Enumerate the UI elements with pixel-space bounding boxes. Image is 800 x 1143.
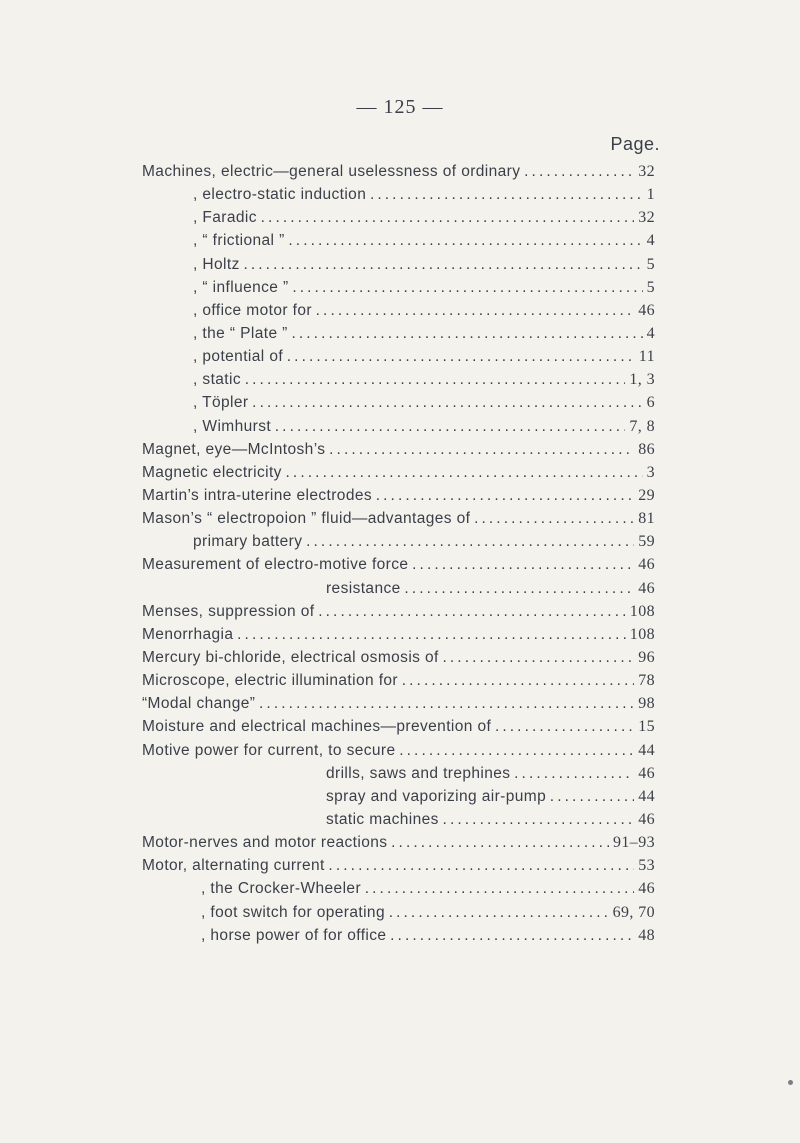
entry-pages: 4 — [643, 229, 655, 252]
entry-pages: 81 — [634, 507, 655, 530]
entry-pages: 46 — [634, 299, 655, 322]
entry-pages: 59 — [634, 530, 655, 553]
entry-text: Menorrhagia . . . — [142, 623, 654, 646]
entry-text: primary battery . . . — [193, 530, 654, 553]
index-list — [0, 160, 800, 947]
print-speck — [788, 1080, 793, 1085]
entry-pages: 46 — [634, 808, 655, 831]
entry-text: Magnetic electricity . . . — [142, 461, 654, 484]
index-entry — [0, 854, 800, 877]
index-entry — [0, 877, 800, 900]
entry-pages: 1 — [643, 183, 655, 206]
entry-text: Mason’s “ electropoion ” fluid—advantages of . . . — [142, 507, 654, 530]
entry-pages: 3 — [643, 461, 655, 484]
entry-text: , foot switch for operating . . . — [201, 901, 654, 924]
index-entry — [0, 415, 800, 438]
entry-text: Menses, suppression of . . . — [142, 600, 654, 623]
entry-pages: 98 — [634, 692, 655, 715]
entry-text: , Töpler . . . — [193, 391, 654, 414]
entry-text: , “ frictional ” . . . — [193, 229, 654, 252]
entry-pages: 108 — [626, 623, 655, 646]
entry-pages: 7, 8 — [625, 415, 655, 438]
entry-text: , office motor for . . . — [193, 299, 654, 322]
index-entry — [0, 276, 800, 299]
entry-pages: 5 — [643, 276, 655, 299]
index-entry — [0, 461, 800, 484]
entry-text: Motive power for current, to secure . . . — [142, 739, 654, 762]
entry-text: Motor, alternating current . . . — [142, 854, 654, 877]
entry-text: , “ influence ” . . . — [193, 276, 654, 299]
entry-pages: 53 — [634, 854, 655, 877]
index-entry — [0, 785, 800, 808]
index-entry — [0, 808, 800, 831]
entry-pages: 32 — [634, 206, 655, 229]
index-entry — [0, 715, 800, 738]
entry-pages: 78 — [634, 669, 655, 692]
index-entry — [0, 183, 800, 206]
entry-text: drills, saws and trephines . . . — [326, 762, 654, 785]
entry-text: , horse power of for office . . . — [201, 924, 654, 947]
entry-pages: 15 — [634, 715, 655, 738]
entry-text: Measurement of electro-motive force . . . — [142, 553, 654, 576]
entry-pages: 46 — [634, 577, 655, 600]
index-entry — [0, 391, 800, 414]
entry-text: Motor-nerves and motor reactions . . . — [142, 831, 654, 854]
entry-pages: 91–93 — [609, 831, 655, 854]
entry-text: Magnet, eye—McIntosh’s . . . — [142, 438, 654, 461]
entry-pages: 32 — [634, 160, 655, 183]
entry-text: spray and vaporizing air-pump . . . — [326, 785, 654, 808]
entry-pages: 46 — [634, 877, 655, 900]
entry-text: static machines . . . — [326, 808, 654, 831]
index-entry — [0, 484, 800, 507]
entry-pages: 44 — [634, 739, 655, 762]
index-entry — [0, 322, 800, 345]
entry-text: , Holtz . . . — [193, 253, 654, 276]
index-entry — [0, 762, 800, 785]
entry-text: , static . . . — [193, 368, 654, 391]
index-entry — [0, 669, 800, 692]
entry-text: , potential of . . . — [193, 345, 654, 368]
entry-pages: 6 — [643, 391, 655, 414]
index-entry — [0, 368, 800, 391]
index-entry — [0, 299, 800, 322]
entry-pages: 1, 3 — [625, 368, 655, 391]
entry-text: , Faradic . . . — [193, 206, 654, 229]
entry-text: Moisture and electrical machines—prevention of . . . — [142, 715, 654, 738]
index-entry — [0, 507, 800, 530]
index-entry — [0, 553, 800, 576]
index-entry — [0, 438, 800, 461]
entry-pages: 29 — [634, 484, 655, 507]
index-entry — [0, 600, 800, 623]
page-column-label: Page. — [610, 134, 660, 154]
entry-pages: 46 — [634, 553, 655, 576]
entry-pages: 4 — [643, 322, 655, 345]
entry-pages: 5 — [643, 253, 655, 276]
entry-pages: 48 — [634, 924, 655, 947]
entry-pages: 69, 70 — [609, 901, 655, 924]
index-entry — [0, 739, 800, 762]
index-entry — [0, 229, 800, 252]
index-entry — [0, 160, 800, 183]
entry-text: Martin’s intra-uterine electrodes . . . — [142, 484, 654, 507]
index-entry — [0, 924, 800, 947]
entry-text: Microscope, electric illumination for . . . — [142, 669, 654, 692]
index-entry — [0, 577, 800, 600]
index-entry — [0, 345, 800, 368]
entry-text: Machines, electric—general uselessness of ordinary . . . — [142, 160, 654, 183]
index-entry — [0, 692, 800, 715]
entry-text: resistance . . . — [326, 577, 654, 600]
index-entry — [0, 206, 800, 229]
entry-pages: 44 — [634, 785, 655, 808]
entry-text: “Modal change” . . . — [142, 692, 654, 715]
index-entry — [0, 623, 800, 646]
entry-text: Mercury bi-chloride, electrical osmosis of . . . — [142, 646, 654, 669]
index-entry — [0, 831, 800, 854]
entry-pages: 108 — [626, 600, 655, 623]
entry-text: , Wimhurst . . . — [193, 415, 654, 438]
index-entry — [0, 530, 800, 553]
page-number: — 125 — — [356, 96, 444, 118]
entry-pages: 46 — [634, 762, 655, 785]
index-entry — [0, 901, 800, 924]
entry-text: , the “ Plate ” . . . — [193, 322, 654, 345]
entry-pages: 11 — [635, 345, 655, 368]
entry-text: , electro-static induction . . . — [193, 183, 654, 206]
entry-text: , the Crocker-Wheeler . . . — [201, 877, 654, 900]
entry-pages: 86 — [634, 438, 655, 461]
entry-pages: 96 — [634, 646, 655, 669]
index-entry — [0, 646, 800, 669]
index-entry — [0, 253, 800, 276]
